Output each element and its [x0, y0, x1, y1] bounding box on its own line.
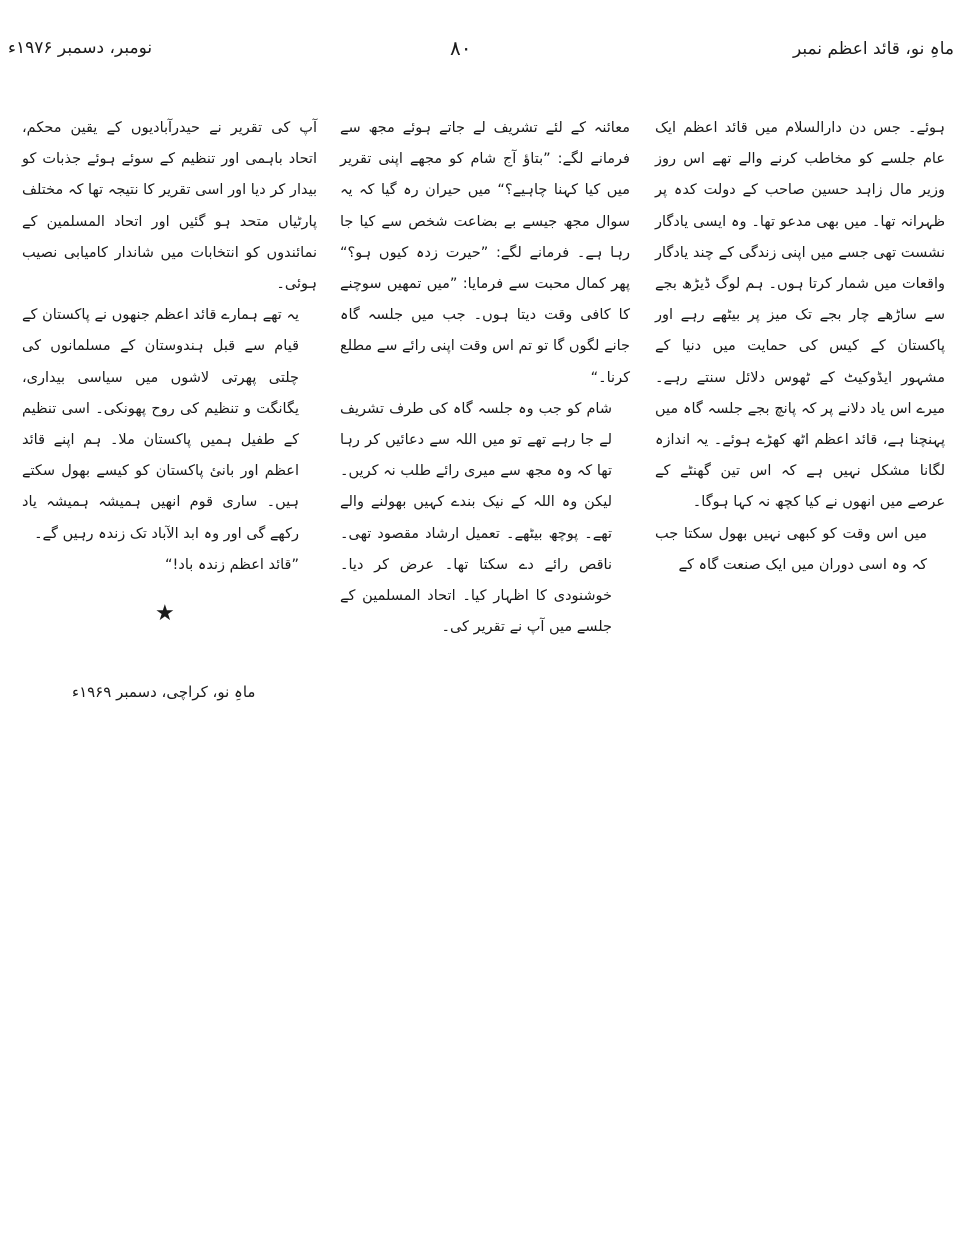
paragraph: معائنہ کے لئے تشریف لے جاتے ہوئے مجھ سے فرمانے لگے: ”بتاؤ آج شام کو مجھے اپنی تقریر میں کیا کہنا چاہیے؟“ میں حیران رہ گیا کہ یہ سوال مجھ جیسے بے بضاعت شخص سے کیا جا رہا ہے۔ فرمانے لگے: ”حیرت زدہ کیوں ہو؟“ پھر کمال محبت سے فرمایا: ”میں تمھیں سوچنے کا کافی وقت دیتا ہوں۔ جب میں جلسہ گاہ جانے لگوں گا تو تم اس وقت اپنی رائے سے مطلع کرنا۔“ [340, 120, 630, 386]
column-middle [340, 113, 630, 643]
column-left [22, 113, 317, 581]
paragraph: یہ تھے ہمارے قائد اعظم جنھوں نے پاکستان کے قیام سے قبل ہندوستان کے مسلمانوں کی چلتی پھرتی لاشوں میں سیاسی بیداری، یگانگت و تنظیم کی روح پھونکی۔ اسی تنظیم کے طفیل ہمیں پاکستان ملا۔ ہم اپنے قائد اعظم اور بانیٔ پاکستان کو کیسے بھول سکتے ہیں۔ ساری قوم انھیں ہمیشہ ہمیشہ یاد رکھے گی اور وہ ابد الآباد تک زندہ رہیں گے۔ [22, 307, 299, 542]
magazine-title: ماہِ نو، قائد اعظم نمبر [792, 39, 954, 59]
issue-date: نومبر، دسمبر ۱۹۷۶ء [8, 38, 153, 58]
paragraph: شام کو جب وہ جلسہ گاہ کی طرف تشریف لے جا رہے تھے تو میں اللہ سے دعائیں کر رہا تھا کہ وہ مجھ سے میری رائے طلب نہ کریں۔ لیکن وہ اللہ کے نیک بندے کہیں بھولنے والے تھے۔ پوچھ بیٹھے۔ تعمیل ارشاد مقصود تھی۔ ناقص رائے دے سکتا تھا۔ عرض کر دیا۔ خوشنودی کا اظہار کیا۔ اتحاد المسلمین کے جلسے میں آپ نے تقریر کی۔ [340, 400, 612, 636]
paragraph: میں اس وقت کو کبھی نہیں بھول سکتا جب کہ وہ اسی دوران میں ایک صنعت گاہ کے [655, 525, 927, 573]
paragraph: آپ کی تقریر نے حیدرآبادیوں کے یقین محکم، اتحاد باہمی اور تنظیم کے سوئے ہوئے جذبات کو بیدار کر دیا اور اسی تقریر کا نتیجہ تھا کہ مختلف پارٹیاں متحد ہو گئیں اور اتحاد المسلمین کے نمائندوں کو انتخابات میں شاندار کامیابی نصیب ہوئی۔ [22, 120, 317, 293]
closing-slogan: ”قائد اعظم زندہ باد!“ [165, 556, 299, 573]
source-citation: ماہِ نو، کراچی، دسمبر ۱۹۶۹ء [72, 683, 256, 701]
page-number: ۸۰ [450, 36, 472, 60]
column-right [655, 113, 945, 581]
star-end-mark-icon: ★ [155, 601, 175, 626]
paragraph: ہوئے۔ جس دن دارالسلام میں قائد اعظم ایک عام جلسے کو مخاطب کرنے والے تھے اس روز وزیر مال زاہد حسین صاحب کے دولت کدہ پر ظہرانہ تھا۔ میں بھی مدعو تھا۔ وہ ایسی یادگار نشست تھی جسے میں اپنی زندگی کے چند یادگار واقعات میں شمار کرتا ہوں۔ ہم لوگ ڈیڑھ بجے سے ساڑھے چار بجے تک میز پر بیٹھے رہے اور پاکستان کے کیس کی حمایت میں دنیا کے مشہور ایڈوکیٹ کے ٹھوس دلائل سنتے رہے۔ میرے اس یاد دلانے پر کہ پانچ بجے جلسہ گاہ میں پہنچنا ہے، قائد اعظم اٹھ کھڑے ہوئے۔ یہ اندازہ لگانا مشکل نہیں ہے کہ اس تین گھنٹے کے عرصے میں انھوں نے کیا کچھ نہ کہا ہوگا۔ [655, 120, 945, 511]
